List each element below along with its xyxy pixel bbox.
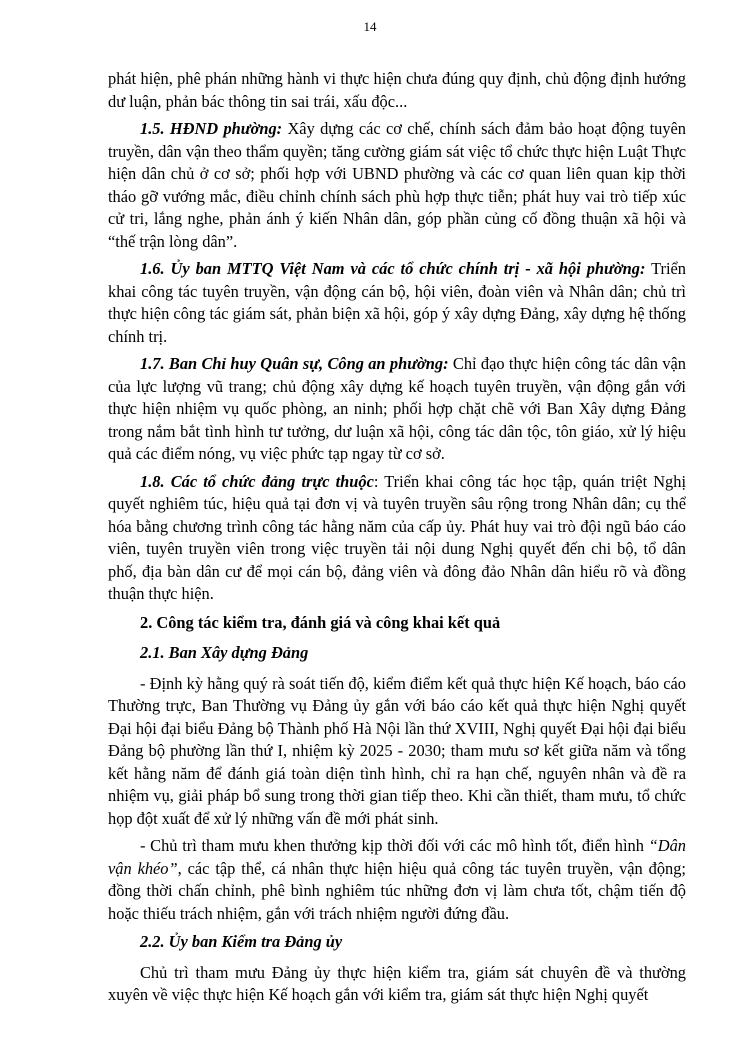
paragraph-continuation: phát hiện, phê phán những hành vi thực hiện chưa đúng quy định, chủ động định hướng dư luận, phản bác thông tin sai trái, xấu độc... [108, 69, 686, 111]
paragraph-kiem-tra: Chủ trì tham mưu Đảng ủy thực hiện kiểm tra, giám sát chuyên đề và thường xuyên về việc thực hiện Kế hoạch gắn với kiểm tra, giám sát thực hiện Nghị quyết [108, 962, 686, 1004]
paragraph-quan-su-cong-an [108, 353, 686, 466]
section-1-5-title: 1.5. HĐND phường: [140, 119, 283, 138]
paragraph-khen-thuong [108, 835, 686, 925]
section-2-heading: 2. Công tác kiểm tra, đánh giá và công khai kết quả [140, 612, 501, 632]
section-1-7-text: Chỉ đạo thực hiện công tác dân vận của lực lượng vũ trang; chủ động xây dựng kế hoạch tuyên truyền, vận động gắn với thực hiện nhiệm vụ quốc phòng, an ninh; phối hợp chặt chẽ với Ban Xây dựng Đảng trong nắm bắt tình hình tư tưởng, dư luận xã hội, công tác dân tộc, tôn giáo, xử lý hiệu quả các điểm nóng, vụ việc phức tạp ngay từ cơ sở. [108, 354, 686, 463]
section-1-8-text: : Triển khai công tác học tập, quán triệt Nghị quyết nghiêm túc, hiệu quả tại đơn vị và tuyên truyền sâu rộng trong Nhân dân; cụ thể hóa bằng chương trình công tác hằng năm của cấp ủy. Phát huy vai trò đội ngũ báo cáo viên, tuyên truyền viên trong việc truyền tải nội dung Nghị quyết đến chi bộ, tổ dân phố, địa bàn dân cư để mọi cán bộ, đảng viên và đông đảo Nhân dân hiểu rõ và đồng thuận thực hiện. [108, 471, 687, 603]
document-body [108, 68, 686, 1012]
section-1-6-text: Triển khai công tác tuyên truyền, vận động cán bộ, hội viên, đoàn viên và Nhân dân; chủ trì thực hiện công tác giám sát, phản biện xã hội, góp ý xây dựng Đảng, xây dựng hệ thống chính trị. [108, 259, 686, 346]
paragraph-dinh-ky: - Định kỳ hằng quý rà soát tiến độ, kiểm điểm kết quả thực hiện Kế hoạch, báo cáo Thường trực, Ban Thường vụ Đảng ủy gắn với báo cáo kết quả thực hiện Nghị quyết Đại hội đại biểu Đảng bộ Thành phố Hà Nội lần thứ XVIII, Nghị quyết Đại hội đại biểu Đảng bộ phường lần thứ I, nhiệm kỳ 2025 - 2030; tham mưu sơ kết giữa năm và tổng kết hằng năm để đánh giá toàn diện tình hình, chỉ ra hạn chế, nguyên nhân và đề ra nhiệm vụ, giải pháp bổ sung trong thời gian tiếp theo. Khi cần thiết, tham mưu, tổ chức họp đột xuất để xử lý những vấn đề mới phát sinh. [108, 673, 686, 828]
section-2-1-heading: 2.1. Ban Xây dựng Đảng [140, 643, 309, 662]
section-1-5-text: Xây dựng các cơ chế, chính sách đảm bảo hoạt động tuyên truyền, dân vận theo thẩm quyền; tăng cường giám sát việc tổ chức thực hiện Luật Thực hiện dân chủ ở cơ sở; phối hợp với UBND phường và các cơ quan liên quan kịp thời tháo gỡ vướng mắc, điều chỉnh chính sách phù hợp thực tiễn; phát huy vai trò tiếp xúc cử tri, lắng nghe, phản ánh ý kiến Nhân dân, góp phần củng cố đồng thuận xã hội và “thế trận lòng dân”. [108, 119, 686, 251]
paragraph-mttq [108, 258, 686, 348]
khen-thuong-text-a: - Chủ trì tham mưu khen thưởng kịp thời đối với các mô hình tốt, điển hình [140, 836, 649, 855]
section-1-7-title: 1.7. Ban Chỉ huy Quân sự, Công an phường: [140, 354, 449, 373]
paragraph-hdnd [108, 118, 686, 253]
page-number: 14 [363, 19, 377, 34]
dan-van-kheo-italic: “Dân vận khéo” [108, 836, 686, 878]
section-1-6-title: 1.6. Ủy ban MTTQ Việt Nam và các tổ chức chính trị - xã hội phường: [140, 259, 646, 278]
section-2-2-heading: 2.2. Ủy ban Kiểm tra Đảng ủy [140, 932, 343, 951]
paragraph-to-chuc-dang [108, 471, 686, 606]
section-1-8-title: 1.8. Các tổ chức đảng trực thuộc [140, 471, 374, 491]
khen-thuong-text-b: , các tập thể, cá nhân thực hiện hiệu quả công tác tuyên truyền, vận động; đồng thời chấn chỉnh, phê bình nghiêm túc những đơn vị làm chưa tốt, chậm tiến độ hoặc thiếu trách nhiệm, gắn với trách nhiệm người đứng đầu. [108, 858, 686, 923]
